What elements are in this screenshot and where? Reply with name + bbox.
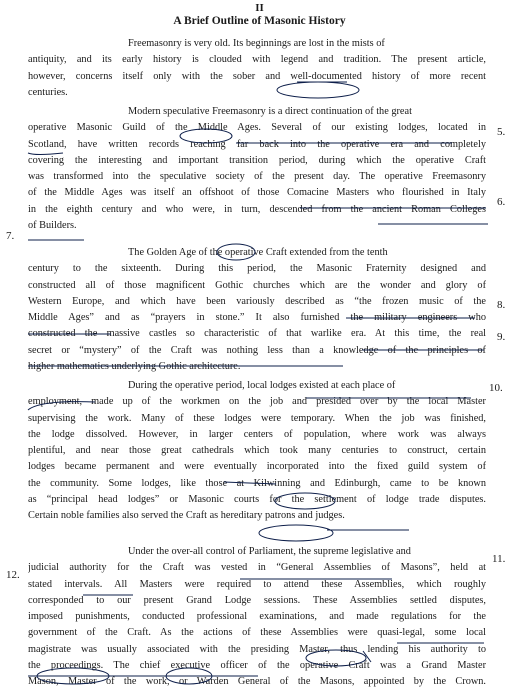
text-line: covering the interesting and important transition period, during which the operative Craft [28,154,486,166]
margin-number-8: 8. [497,299,506,311]
text-line: employment, made up of the workmen on the job and presided over by the local Master [28,396,486,408]
text-line: During the operative period, local lodges existed at each place of [128,380,396,391]
paragraph-4 [28,378,486,525]
text-line: Scotland, have written records reaching far back into the operative era and completely [28,138,486,150]
text-line: supervising the work. Many of these lodges were temporary. When the job was finished, [28,412,486,424]
text-line: century to the sixteenth. During this period, the Masonic Fraternity designed and [28,263,486,275]
text-line: corresponded to our present Grand Lodge sessions. These Assemblies settled disputes, [28,594,486,606]
text-line: the lodge dissolved. However, in larger centers of population, where work was always [28,428,486,440]
margin-number-9: 9. [497,331,506,343]
text-line: was transformed into the speculative society of the present day. The operative Freemasonry [28,171,486,183]
text-line: The Golden Age of the operative Craft extended from the tenth [128,247,388,258]
paragraph-1 [28,36,486,101]
chapter-number: II [255,2,264,14]
text-line: in the eighth century and who were, in turn, descended from the ancient Roman Colleges [28,203,486,215]
text-line: of the Middle Ages was itself an offshoot of those Comacine Masters who flourished in Italy [28,187,486,199]
margin-number-7: 7. [6,230,15,242]
text-line: magistrate was usually associated with the presiding Master, thus lending his authority to [28,643,486,655]
text-line: however, concerns itself only with the sober and well-documented history of more recent [28,70,486,82]
text-line: operative Masonic Guild of the Middle Ages. Several of our existing lodges, located in [28,122,486,134]
text-line: of Builders. [28,220,77,232]
text-line: higher mathematics underlying Gothic architecture. [28,361,241,373]
text-line: the community. Some lodges, like those at Kilwinning and Edinburgh, came to be known [28,477,486,489]
paragraph-2 [28,104,486,234]
text-line: the proceedings. The chief executive officer of the operative Craft was a Grand Master [28,660,486,672]
margin-number-6: 6. [497,196,506,208]
page-title: A Brief Outline of Masonic History [173,15,346,27]
text-line: plentiful, and near those great cathedrals which took many centuries to construct, certain [28,445,486,457]
text-line: Mason, Master of the work, or Warden General of the Masons, appointed by the Crown. [28,676,486,688]
text-line: Under the over-all control of Parliament, the supreme legislative and [128,546,411,557]
margin-number-12: 12. [6,569,20,581]
text-line: Freemasonry is very old. Its beginnings are lost in the mists of [128,38,385,49]
text-line: constructed the massive castles so characteristic of that warlike era. At this time, the real [28,328,486,340]
paragraph-3 [28,245,486,375]
text-line: lodges became permanent and were eventually incorporated into the fixed guild system of [28,461,486,473]
text-line: government of the Craft. As the actions of these Assemblies were quasi-legal, some local [28,627,486,639]
margin-number-10: 10. [489,382,503,394]
text-line: Western Europe, and which have been variously described as “the frozen music of the [28,295,486,307]
text-line: judicial authority for the Craft was vested in “General Assemblies of Masons”, held at [28,562,486,574]
text-line: secret or “mystery” of the Craft was nothing less than a knowledge of the principles of [28,344,486,356]
text-line: imposed punishments, conducted professional examinations, and made regulations for the [28,611,486,623]
text-line: Modern speculative Freemasonry is a direct continuation of the great [128,106,412,117]
text-line: Middle Ages” and as “prayers in stone.” It also furnished the military engineers who [28,312,486,324]
text-line: Certain noble families also served the Craft as hereditary patrons and judges. [28,510,345,522]
text-line: antiquity, and its early history is clouded with legend and tradition. The present article, [28,54,486,66]
margin-number-5: 5. [497,126,506,138]
paragraph-5 [28,544,486,691]
circle-mark [259,525,333,541]
text-line: stated intervals. All Masters were required to attend these Assemblies, which roughly [28,578,486,590]
text-line: centuries. [28,86,68,98]
text-line: as “principal head lodges” or Masonic courts for the settlement of lodge trade disputes. [28,494,486,506]
margin-number-11: 11. [492,553,506,565]
text-line: constructed all of those magnificent Gothic churches which are the wonder and glory of [28,279,486,291]
